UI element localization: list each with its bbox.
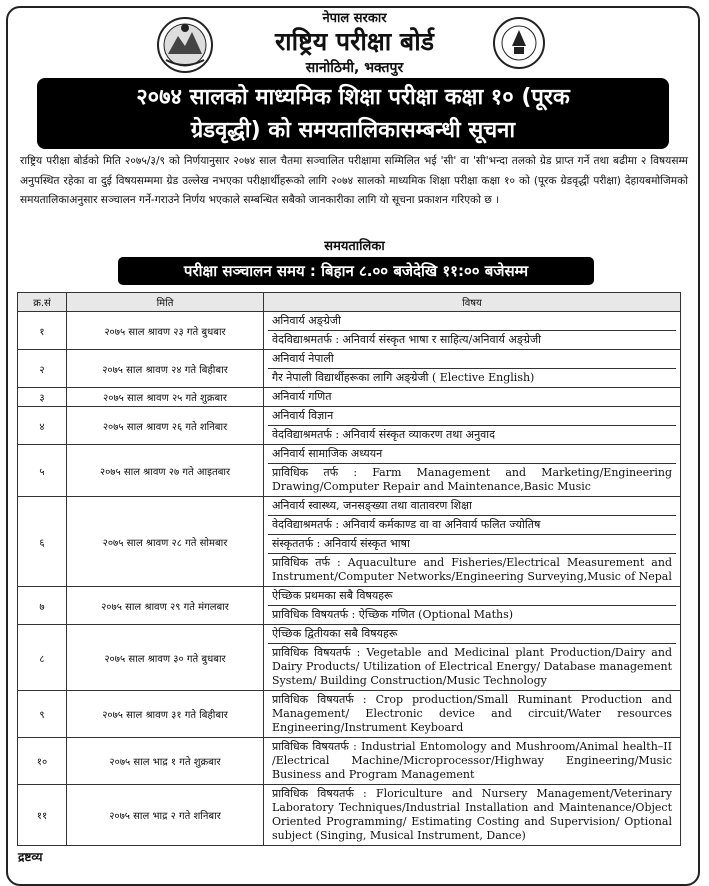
row-serial: ६: [18, 497, 67, 587]
row-subjects: [264, 587, 681, 625]
subject-line: गैर नेपाली विद्यार्थीहरूका लागि अङ्ग्रेजी ( Elective English): [272, 371, 535, 384]
subject-line: अनिवार्य विज्ञान: [268, 407, 676, 426]
table-row: [18, 691, 681, 738]
subject-line: प्राविधिक विषयतर्फ : ऐच्छिक गणित (Optional Maths): [272, 608, 514, 621]
exam-time-banner: परीक्षा सञ्चालन समय : बिहान ८.०० बजेदेखि ११:०० बजेसम्म: [118, 257, 594, 285]
table-row: [18, 350, 681, 388]
subject-line: प्राविधिक विषयतर्फ : Industrial Entomology and Mushroom/Animal health–II /Electrical Machine/Microprocessor/Highway Engineering/Music Business and Program Management: [272, 740, 672, 781]
row-date: २०७५ साल श्रावण २३ गते बुधबार: [67, 312, 264, 350]
row-subjects: [264, 388, 681, 407]
row-serial: १०: [18, 738, 67, 785]
subject-line: संस्कृततर्फ : अनिवार्य संस्कृत भाषा: [268, 535, 676, 554]
header: [0, 6, 709, 78]
row-subjects: [264, 625, 681, 691]
board-name: राष्ट्रिय परीक्षा बोर्ड: [274, 27, 435, 56]
row-subjects: [264, 350, 681, 388]
row-serial: ११: [18, 785, 67, 846]
row-subjects: [264, 445, 681, 497]
subject-line: अनिवार्य स्वास्थ्य, जनसङ्ख्या तथा वातावरण शिक्षा: [268, 497, 676, 516]
table-row: [18, 625, 681, 691]
table-row: [18, 785, 681, 846]
schedule-table: [17, 292, 681, 846]
header-serial: क्र.सं: [18, 293, 67, 312]
schedule-table-body: [18, 312, 681, 846]
table-row: [18, 388, 681, 407]
row-date: २०७५ साल भाद्र १ गते शुक्रबार: [67, 738, 264, 785]
row-date: २०७५ साल श्रावण २८ गते सोमबार: [67, 497, 264, 587]
row-date: २०७५ साल श्रावण ३० गते बुधबार: [67, 625, 264, 691]
footer-note-label: द्रष्टव्य: [18, 850, 43, 864]
table-row: [18, 497, 681, 587]
notice-title-line-1: २०७४ सालको माध्यमिक शिक्षा परीक्षा कक्षा १० (पूरक: [136, 85, 570, 110]
row-date: २०७५ साल भाद्र २ गते शनिबार: [67, 785, 264, 846]
table-row: [18, 312, 681, 350]
subject-line: प्राविधिक तर्फ : Farm Management and Marketing/Engineering Drawing/Computer Repair and Maintenance,Basic Music: [272, 466, 672, 493]
row-date: २०७५ साल श्रावण २९ गते मंगलबार: [67, 587, 264, 625]
subject-line: वेदविद्याश्रमतर्फ : अनिवार्य संस्कृत भाषा र साहित्य/अनिवार्य अङ्ग्रेजी: [272, 333, 542, 346]
board-address: सानोठिमी, भक्तपुर: [305, 60, 404, 76]
schedule-title: समयतालिका: [324, 239, 385, 254]
subject-line: ऐच्छिक प्रथमका सबै विषयहरू: [268, 587, 676, 606]
row-serial: ४: [18, 407, 67, 445]
row-date: २०७५ साल श्रावण २४ गते बिहीबार: [67, 350, 264, 388]
header-subject: विषय: [264, 293, 681, 312]
subject-line: ऐच्छिक द्वितीयका सबै विषयहरू: [268, 625, 676, 644]
table-row: [18, 407, 681, 445]
row-serial: २: [18, 350, 67, 388]
subject-line: प्राविधिक तर्फ : Aquaculture and Fisheries/Electrical Measurement and Instrument/Computer Networks/Engineering Surveying,Music of Nepal: [272, 556, 672, 583]
table-header-row: [18, 293, 681, 312]
row-serial: ८: [18, 625, 67, 691]
row-subjects: [264, 691, 681, 738]
notice-title-banner: [37, 78, 669, 149]
row-date: २०७५ साल श्रावण २५ गते शुक्रबार: [67, 388, 264, 407]
row-subjects: [264, 407, 681, 445]
row-serial: १: [18, 312, 67, 350]
subject-line: वेदविद्याश्रमतर्फ : अनिवार्य संस्कृत व्याकरण तथा अनुवाद: [272, 428, 495, 441]
row-subjects: [264, 497, 681, 587]
row-serial: ५: [18, 445, 67, 497]
subject-line: अनिवार्य सामाजिक अध्ययन: [268, 445, 676, 464]
table-row: [18, 445, 681, 497]
notice-title-line-2: ग्रेडवृद्धी) को समयतालिकासम्बन्धी सूचना: [190, 118, 516, 143]
subject-line: वेदविद्याश्रमतर्फ : अनिवार्य कर्मकाण्ड वा वा अनिवार्य फलित ज्योतिष: [268, 516, 676, 535]
board-seal-icon: [492, 16, 546, 70]
row-subjects: [264, 738, 681, 785]
row-serial: ३: [18, 388, 67, 407]
header-date: मिति: [67, 293, 264, 312]
government-label: नेपाल सरकार: [322, 11, 387, 26]
table-row: [18, 587, 681, 625]
intro-paragraph: राष्ट्रिय परीक्षा बोर्डको मिति २०७५/३/९ को निर्णयानुसार २०७४ साल चैतमा सञ्चालित परीक्षामा सम्मिलित भई 'सी' वा 'सी'भन्दा तलको ग्रेड प्राप्त गर्ने तथा बढीमा २ विषयसम्म अनुपस्थित रहेका वा दुई विषयसम्ममा ग्रेड उल्लेख नभएका परीक्षार्थीहरूको लागि २०७४ सालको माध्यमिक शिक्षा परीक्षा कक्षा १० को (पूरक ग्रेडवृद्धी परीक्षा) देहायबमोजिमको समयतालिकाअनुसार सञ्चालन गर्ने-गराउने निर्णय भएकाले सम्बन्धित सबैको जानकारीका लागि यो सूचना प्रकाशन गरिएको छ ।: [20, 155, 688, 206]
row-serial: ७: [18, 587, 67, 625]
row-serial: ९: [18, 691, 67, 738]
row-date: २०७५ साल श्रावण २६ गते शनिबार: [67, 407, 264, 445]
subject-line: प्राविधिक विषयतर्फ : Vegetable and Medicinal plant Production/Dairy and Dairy Products/ Utilization of Electrical Energy/ Database management System/ Building Construction/Music Technology: [272, 646, 672, 687]
table-row: [18, 738, 681, 785]
row-date: २०७५ साल श्रावण ३१ गते बिहीबार: [67, 691, 264, 738]
subject-line: अनिवार्य गणित: [272, 390, 332, 403]
subject-line: अनिवार्य नेपाली: [268, 350, 676, 369]
row-subjects: [264, 785, 681, 846]
row-date: २०७५ साल श्रावण २७ गते आइतबार: [67, 445, 264, 497]
row-subjects: [264, 312, 681, 350]
subject-line: प्राविधिक विषयतर्फ : Crop production/Small Ruminant Production and Management/ Electronic device and circuit/Water resources Engineering/Instrument Keyboard: [272, 693, 672, 734]
subject-line: प्राविधिक विषयतर्फ : Floriculture and Nursery Management/Veterinary Laboratory Techniques/Industrial Installation and Maintenance/Object Oriented Programming/ Estimating Costing and Supervision/ Optional subject (Singing, Musical Instrument, Dance): [272, 787, 672, 842]
subject-line: अनिवार्य अङ्ग्रेजी: [268, 312, 676, 331]
